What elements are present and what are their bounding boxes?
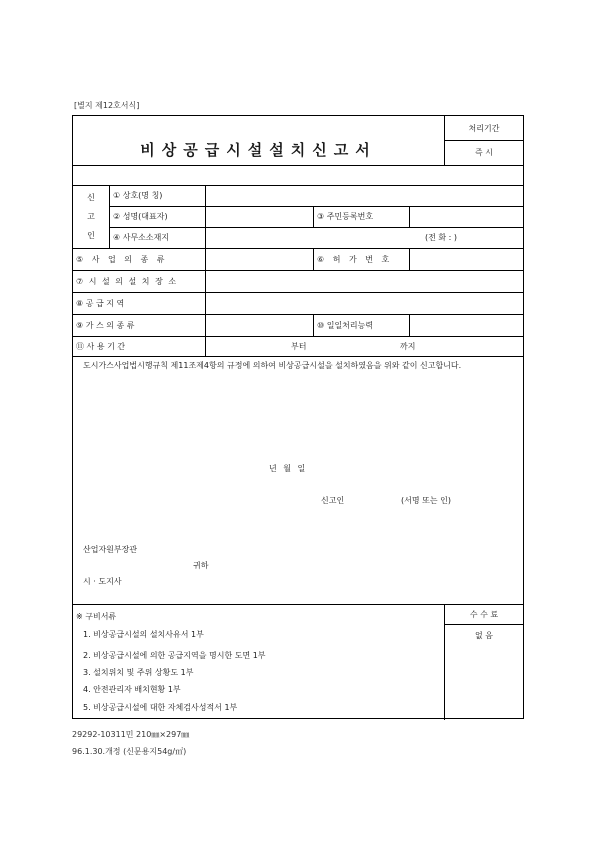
daily-capacity-label: ⑩ 일일처리능력 (317, 320, 374, 330)
form-number-label: [별지 제12호서식] (74, 101, 140, 110)
signer-label: 신고인 (321, 495, 345, 505)
company-name-label: ① 상호(명 칭) (113, 191, 163, 200)
recipient-honorific: 귀하 (193, 560, 209, 570)
office-address-field[interactable] (206, 227, 426, 248)
footer-revision-note: 96.1.30.개정 (신문용지54g/㎡) (72, 747, 187, 756)
document-item: 4. 안전관리자 배치현황 1부 (83, 684, 181, 694)
recipient-governor: 시 · 도지사 (83, 576, 122, 586)
usage-period-to: 까지 (400, 341, 416, 351)
representative-name-field[interactable] (206, 206, 313, 227)
recipient-minister: 산업자원부장관 (83, 544, 138, 554)
representative-name-label: ② 성명(대표자) (113, 212, 168, 221)
license-number-label: ⑥ 허 가 번 호 (317, 254, 393, 264)
install-location-field[interactable] (206, 270, 524, 292)
document-item: 3. 설치위치 및 주위 상황도 1부 (83, 667, 194, 677)
business-type-label: ⑤ 사 업 의 종 류 (76, 254, 168, 264)
phone-label: (전 화 : ) (425, 233, 458, 242)
date-line: 년 월 일 (269, 463, 306, 473)
document-item: 1. 비상공급시설의 설치사유서 1부 (83, 629, 204, 639)
resident-number-field[interactable] (410, 206, 524, 227)
install-location-label: ⑦ 시 설 의 설 치 장 소 (76, 276, 178, 286)
processing-period-label: 처리기간 (468, 123, 500, 133)
usage-period-from: 부터 (291, 341, 307, 351)
report-form (72, 115, 524, 719)
company-name-field[interactable] (206, 185, 524, 206)
document-item: 2. 비상공급시설에 의한 공급지역을 명시한 도면 1부 (83, 650, 266, 660)
usage-period-label: ⑪ 사 용 기 간 (76, 341, 126, 351)
declaration-text: 도시가스사업법시행규칙 제11조제4항의 규정에 의하여 비상공급시설을 설치하였음을 위와 같이 신고합니다. (83, 361, 462, 370)
document-item: 5. 비상공급시설에 대한 자체검사성적서 1부 (83, 702, 238, 712)
required-documents-header: ※ 구비서류 (76, 611, 117, 621)
license-number-field[interactable] (410, 248, 524, 270)
footer-size-note: 29292-10311민 210㎜×297㎜ (72, 730, 190, 739)
resident-number-label: ③ 주민등록번호 (317, 212, 374, 221)
office-address-label: ④ 사무소소재지 (113, 233, 170, 242)
gas-type-field[interactable] (206, 314, 313, 336)
supply-area-label: ⑧ 공 급 지 역 (76, 298, 125, 308)
form-title: 비상공급시설설치신고서 (140, 140, 377, 159)
fee-value: 없 음 (475, 630, 493, 640)
gas-type-label: ⑨ 가 스 의 종 류 (76, 320, 135, 330)
applicant-group-label: 신 고 인 (87, 193, 95, 240)
signature-note: (서명 또는 인) (401, 495, 451, 505)
fee-label: 수 수 료 (469, 609, 499, 619)
processing-period-value: 즉 시 (475, 148, 493, 157)
business-type-field[interactable] (206, 248, 313, 270)
supply-area-field[interactable] (206, 292, 524, 314)
daily-capacity-field[interactable] (410, 314, 524, 336)
